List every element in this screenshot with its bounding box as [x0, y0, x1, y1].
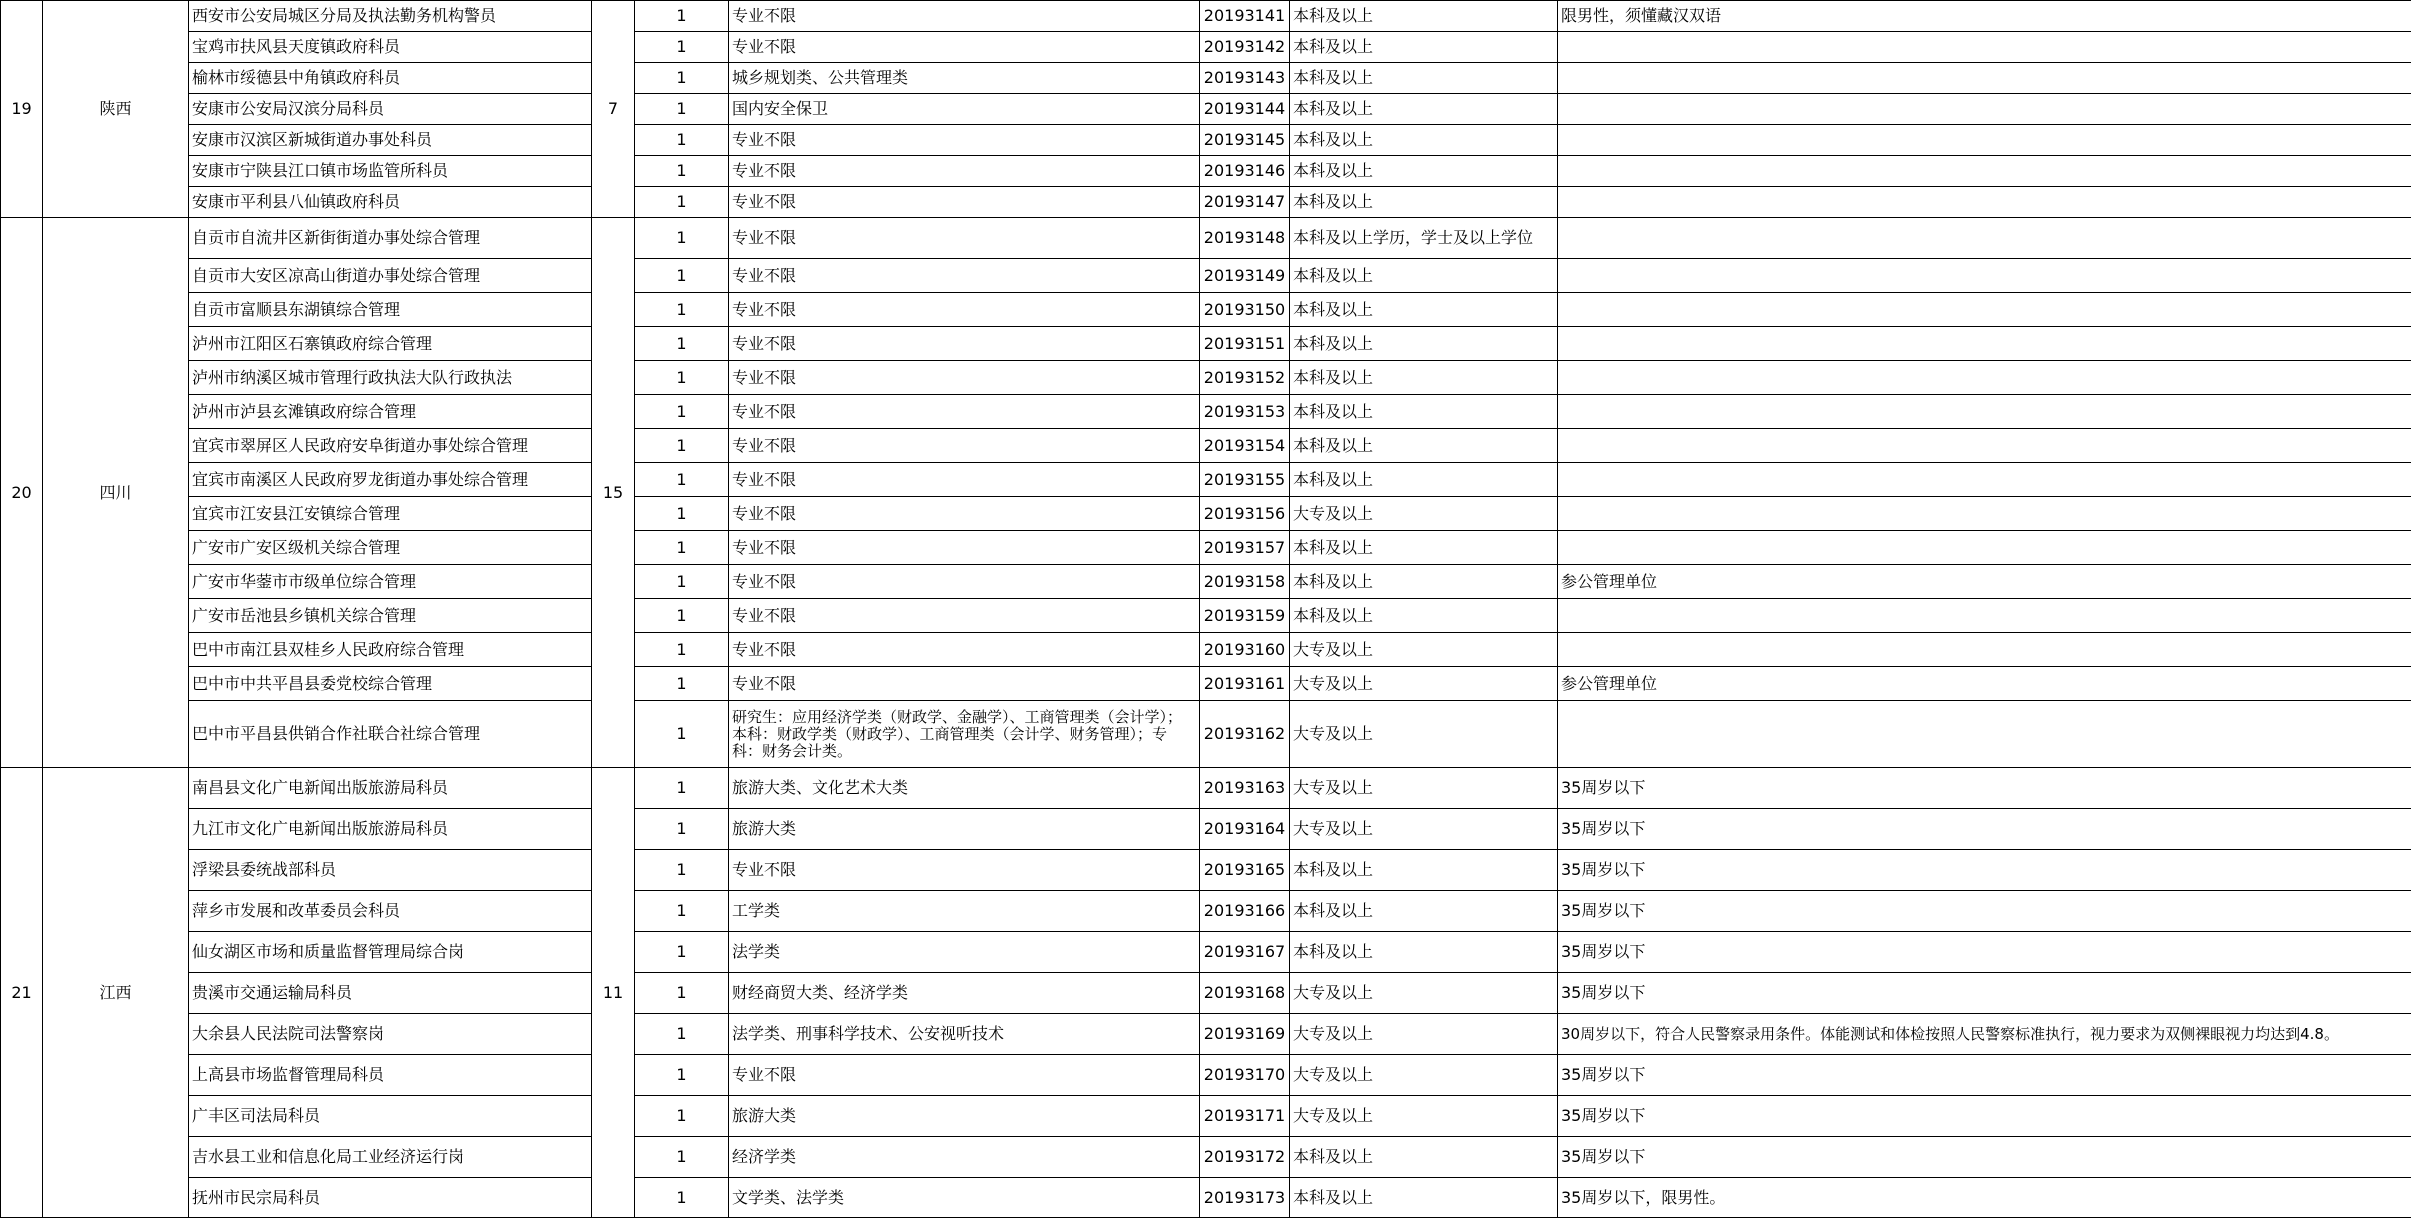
code-cell: 20193168: [1200, 973, 1290, 1014]
code-cell: 20193148: [1200, 218, 1290, 259]
education-cell: 本科及以上: [1290, 932, 1558, 973]
major-cell: 专业不限: [729, 850, 1200, 891]
education-cell: 本科及以上: [1290, 599, 1558, 633]
count-cell: 1: [635, 463, 729, 497]
count-cell: 1: [635, 633, 729, 667]
major-cell: 专业不限: [729, 395, 1200, 429]
province-cell: 江西: [43, 768, 189, 1218]
education-cell: 大专及以上: [1290, 809, 1558, 850]
education-cell: 本科及以上: [1290, 187, 1558, 218]
code-cell: 20193143: [1200, 63, 1290, 94]
note-cell: [1558, 218, 2411, 259]
education-cell: 本科及以上: [1290, 531, 1558, 565]
count-cell: 1: [635, 973, 729, 1014]
position-cell: 萍乡市发展和改革委员会科员: [189, 891, 592, 932]
note-cell: 35周岁以下，限男性。: [1558, 1178, 2411, 1218]
table-row: [1, 973, 2411, 1014]
table-row: [1, 599, 2411, 633]
position-cell: 南昌县文化广电新闻出版旅游局科员: [189, 768, 592, 809]
position-cell: 广安市岳池县乡镇机关综合管理: [189, 599, 592, 633]
major-cell: 旅游大类: [729, 809, 1200, 850]
major-cell: 旅游大类、文化艺术大类: [729, 768, 1200, 809]
count-cell: 1: [635, 809, 729, 850]
major-cell: 经济学类: [729, 1137, 1200, 1178]
note-cell: [1558, 633, 2411, 667]
major-cell: 专业不限: [729, 187, 1200, 218]
note-cell: 35周岁以下: [1558, 973, 2411, 1014]
major-cell: 专业不限: [729, 125, 1200, 156]
position-cell: 宜宾市江安县江安镇综合管理: [189, 497, 592, 531]
code-cell: 20193149: [1200, 259, 1290, 293]
group-index-cell: 20: [1, 218, 43, 768]
count-cell: 1: [635, 1, 729, 32]
education-cell: 大专及以上: [1290, 633, 1558, 667]
note-cell: 35周岁以下: [1558, 768, 2411, 809]
position-cell: 九江市文化广电新闻出版旅游局科员: [189, 809, 592, 850]
count-cell: 1: [635, 667, 729, 701]
code-cell: 20193172: [1200, 1137, 1290, 1178]
table-row: [1, 463, 2411, 497]
major-cell: 专业不限: [729, 156, 1200, 187]
note-cell: 参公管理单位: [1558, 565, 2411, 599]
major-cell: 研究生：应用经济学类（财政学、金融学）、工商管理类（会计学）；本科：财政学类（财政学）、工商管理类（会计学、财务管理）；专科：财务会计类。: [729, 701, 1200, 768]
note-cell: 35周岁以下: [1558, 809, 2411, 850]
note-cell: [1558, 701, 2411, 768]
code-cell: 20193161: [1200, 667, 1290, 701]
count-cell: 1: [635, 599, 729, 633]
major-cell: 城乡规划类、公共管理类: [729, 63, 1200, 94]
note-cell: [1558, 361, 2411, 395]
position-cell: 泸州市纳溪区城市管理行政执法大队行政执法: [189, 361, 592, 395]
education-cell: 本科及以上: [1290, 1178, 1558, 1218]
group-total-cell: 11: [592, 768, 635, 1218]
group-total-cell: 7: [592, 1, 635, 218]
education-cell: 本科及以上: [1290, 259, 1558, 293]
note-cell: [1558, 531, 2411, 565]
education-cell: 大专及以上: [1290, 973, 1558, 1014]
table-body: [1, 1, 2411, 1218]
major-cell: 专业不限: [729, 463, 1200, 497]
major-cell: 专业不限: [729, 1, 1200, 32]
table-row: [1, 633, 2411, 667]
major-cell: 专业不限: [729, 293, 1200, 327]
count-cell: 1: [635, 293, 729, 327]
education-cell: 大专及以上: [1290, 1096, 1558, 1137]
table-row: [1, 768, 2411, 809]
major-cell: 旅游大类: [729, 1096, 1200, 1137]
table-row: [1, 1, 2411, 32]
position-cell: 自贡市自流井区新街街道办事处综合管理: [189, 218, 592, 259]
group-total-cell: 15: [592, 218, 635, 768]
education-cell: 大专及以上: [1290, 497, 1558, 531]
education-cell: 本科及以上: [1290, 565, 1558, 599]
education-cell: 本科及以上: [1290, 361, 1558, 395]
position-cell: 广安市华蓥市市级单位综合管理: [189, 565, 592, 599]
code-cell: 20193173: [1200, 1178, 1290, 1218]
note-cell: [1558, 94, 2411, 125]
note-cell: 30周岁以下，符合人民警察录用条件。体能测试和体检按照人民警察标准执行，视力要求为双侧裸眼视力均达到4.8。: [1558, 1014, 2411, 1055]
code-cell: 20193150: [1200, 293, 1290, 327]
code-cell: 20193145: [1200, 125, 1290, 156]
code-cell: 20193167: [1200, 932, 1290, 973]
table-row: [1, 809, 2411, 850]
major-cell: 文学类、法学类: [729, 1178, 1200, 1218]
note-cell: [1558, 187, 2411, 218]
position-cell: 安康市宁陕县江口镇市场监管所科员: [189, 156, 592, 187]
major-cell: 专业不限: [729, 667, 1200, 701]
code-cell: 20193170: [1200, 1055, 1290, 1096]
position-cell: 宜宾市翠屏区人民政府安阜街道办事处综合管理: [189, 429, 592, 463]
code-cell: 20193160: [1200, 633, 1290, 667]
table-row: [1, 125, 2411, 156]
province-cell: 陕西: [43, 1, 189, 218]
education-cell: 本科及以上: [1290, 891, 1558, 932]
position-cell: 巴中市中共平昌县委党校综合管理: [189, 667, 592, 701]
table-row: [1, 531, 2411, 565]
count-cell: 1: [635, 125, 729, 156]
count-cell: 1: [635, 1096, 729, 1137]
code-cell: 20193141: [1200, 1, 1290, 32]
education-cell: 本科及以上: [1290, 125, 1558, 156]
note-cell: 参公管理单位: [1558, 667, 2411, 701]
table-row: [1, 429, 2411, 463]
table-row: [1, 1178, 2411, 1218]
note-cell: [1558, 125, 2411, 156]
education-cell: 本科及以上学历，学士及以上学位: [1290, 218, 1558, 259]
position-cell: 泸州市江阳区石寨镇政府综合管理: [189, 327, 592, 361]
code-cell: 20193155: [1200, 463, 1290, 497]
table-row: [1, 891, 2411, 932]
position-cell: 榆林市绥德县中角镇政府科员: [189, 63, 592, 94]
code-cell: 20193163: [1200, 768, 1290, 809]
table-row: [1, 187, 2411, 218]
count-cell: 1: [635, 395, 729, 429]
note-cell: 35周岁以下: [1558, 850, 2411, 891]
count-cell: 1: [635, 850, 729, 891]
education-cell: 大专及以上: [1290, 667, 1558, 701]
note-cell: 35周岁以下: [1558, 1096, 2411, 1137]
major-cell: 财经商贸大类、经济学类: [729, 973, 1200, 1014]
count-cell: 1: [635, 32, 729, 63]
code-cell: 20193156: [1200, 497, 1290, 531]
count-cell: 1: [635, 1014, 729, 1055]
education-cell: 大专及以上: [1290, 1014, 1558, 1055]
group-index-cell: 21: [1, 768, 43, 1218]
position-cell: 巴中市南江县双桂乡人民政府综合管理: [189, 633, 592, 667]
code-cell: 20193146: [1200, 156, 1290, 187]
table-row: [1, 1055, 2411, 1096]
code-cell: 20193159: [1200, 599, 1290, 633]
province-cell: 四川: [43, 218, 189, 768]
education-cell: 大专及以上: [1290, 701, 1558, 768]
count-cell: 1: [635, 63, 729, 94]
note-cell: 35周岁以下: [1558, 1137, 2411, 1178]
education-cell: 大专及以上: [1290, 1055, 1558, 1096]
code-cell: 20193162: [1200, 701, 1290, 768]
position-cell: 广安市广安区级机关综合管理: [189, 531, 592, 565]
position-cell: 抚州市民宗局科员: [189, 1178, 592, 1218]
note-cell: [1558, 599, 2411, 633]
education-cell: 本科及以上: [1290, 429, 1558, 463]
major-cell: 法学类: [729, 932, 1200, 973]
table-row: [1, 497, 2411, 531]
count-cell: 1: [635, 1178, 729, 1218]
table-row: [1, 932, 2411, 973]
major-cell: 专业不限: [729, 327, 1200, 361]
table-row: [1, 32, 2411, 63]
major-cell: 专业不限: [729, 497, 1200, 531]
note-cell: [1558, 63, 2411, 94]
major-cell: 国内安全保卫: [729, 94, 1200, 125]
education-cell: 本科及以上: [1290, 1, 1558, 32]
major-cell: 专业不限: [729, 599, 1200, 633]
education-cell: 本科及以上: [1290, 1137, 1558, 1178]
position-cell: 贵溪市交通运输局科员: [189, 973, 592, 1014]
education-cell: 本科及以上: [1290, 32, 1558, 63]
note-cell: [1558, 156, 2411, 187]
table-row: [1, 701, 2411, 768]
major-cell: 工学类: [729, 891, 1200, 932]
major-cell: 专业不限: [729, 429, 1200, 463]
note-cell: 35周岁以下: [1558, 891, 2411, 932]
code-cell: 20193169: [1200, 1014, 1290, 1055]
education-cell: 本科及以上: [1290, 63, 1558, 94]
count-cell: 1: [635, 531, 729, 565]
table-row: [1, 156, 2411, 187]
table-row: [1, 327, 2411, 361]
count-cell: 1: [635, 768, 729, 809]
table-row: [1, 63, 2411, 94]
education-cell: 本科及以上: [1290, 293, 1558, 327]
position-cell: 巴中市平昌县供销合作社联合社综合管理: [189, 701, 592, 768]
note-cell: [1558, 463, 2411, 497]
count-cell: 1: [635, 218, 729, 259]
table-row: [1, 94, 2411, 125]
table-row: [1, 259, 2411, 293]
education-cell: 大专及以上: [1290, 768, 1558, 809]
note-cell: 35周岁以下: [1558, 1055, 2411, 1096]
note-cell: 限男性，须懂藏汉双语: [1558, 1, 2411, 32]
code-cell: 20193166: [1200, 891, 1290, 932]
position-cell: 安康市公安局汉滨分局科员: [189, 94, 592, 125]
count-cell: 1: [635, 259, 729, 293]
table-row: [1, 293, 2411, 327]
count-cell: 1: [635, 361, 729, 395]
table-row: [1, 1014, 2411, 1055]
note-cell: [1558, 259, 2411, 293]
position-cell: 大余县人民法院司法警察岗: [189, 1014, 592, 1055]
table-row: [1, 1096, 2411, 1137]
major-cell: 专业不限: [729, 259, 1200, 293]
major-cell: 专业不限: [729, 1055, 1200, 1096]
count-cell: 1: [635, 891, 729, 932]
count-cell: 1: [635, 701, 729, 768]
code-cell: 20193144: [1200, 94, 1290, 125]
count-cell: 1: [635, 156, 729, 187]
note-cell: [1558, 395, 2411, 429]
major-cell: 专业不限: [729, 32, 1200, 63]
major-cell: 专业不限: [729, 218, 1200, 259]
note-cell: [1558, 327, 2411, 361]
education-cell: 本科及以上: [1290, 156, 1558, 187]
education-cell: 本科及以上: [1290, 94, 1558, 125]
table-row: [1, 361, 2411, 395]
code-cell: 20193157: [1200, 531, 1290, 565]
table-row: [1, 395, 2411, 429]
table-row: [1, 1137, 2411, 1178]
note-cell: [1558, 32, 2411, 63]
count-cell: 1: [635, 327, 729, 361]
position-cell: 西安市公安局城区分局及执法勤务机构警员: [189, 1, 592, 32]
note-cell: 35周岁以下: [1558, 932, 2411, 973]
position-cell: 宝鸡市扶风县天度镇政府科员: [189, 32, 592, 63]
code-cell: 20193164: [1200, 809, 1290, 850]
position-cell: 宜宾市南溪区人民政府罗龙街道办事处综合管理: [189, 463, 592, 497]
code-cell: 20193171: [1200, 1096, 1290, 1137]
count-cell: 1: [635, 932, 729, 973]
note-cell: [1558, 429, 2411, 463]
education-cell: 本科及以上: [1290, 327, 1558, 361]
position-cell: 广丰区司法局科员: [189, 1096, 592, 1137]
position-cell: 自贡市大安区凉高山街道办事处综合管理: [189, 259, 592, 293]
position-cell: 浮梁县委统战部科员: [189, 850, 592, 891]
table-row: [1, 565, 2411, 599]
code-cell: 20193153: [1200, 395, 1290, 429]
major-cell: 法学类、刑事科学技术、公安视听技术: [729, 1014, 1200, 1055]
code-cell: 20193158: [1200, 565, 1290, 599]
code-cell: 20193165: [1200, 850, 1290, 891]
major-cell: 专业不限: [729, 531, 1200, 565]
count-cell: 1: [635, 187, 729, 218]
group-index-cell: 19: [1, 1, 43, 218]
count-cell: 1: [635, 1137, 729, 1178]
education-cell: 本科及以上: [1290, 463, 1558, 497]
code-cell: 20193142: [1200, 32, 1290, 63]
count-cell: 1: [635, 565, 729, 599]
position-cell: 安康市平利县八仙镇政府科员: [189, 187, 592, 218]
code-cell: 20193151: [1200, 327, 1290, 361]
position-cell: 泸州市泸县玄滩镇政府综合管理: [189, 395, 592, 429]
table-row: [1, 850, 2411, 891]
count-cell: 1: [635, 429, 729, 463]
position-cell: 上高县市场监督管理局科员: [189, 1055, 592, 1096]
education-cell: 本科及以上: [1290, 395, 1558, 429]
major-cell: 专业不限: [729, 565, 1200, 599]
position-cell: 仙女湖区市场和质量监督管理局综合岗: [189, 932, 592, 973]
table-row: [1, 218, 2411, 259]
count-cell: 1: [635, 1055, 729, 1096]
major-cell: 专业不限: [729, 633, 1200, 667]
position-cell: 自贡市富顺县东湖镇综合管理: [189, 293, 592, 327]
count-cell: 1: [635, 497, 729, 531]
code-cell: 20193152: [1200, 361, 1290, 395]
note-cell: [1558, 497, 2411, 531]
major-cell: 专业不限: [729, 361, 1200, 395]
table-row: [1, 667, 2411, 701]
position-cell: 吉水县工业和信息化局工业经济运行岗: [189, 1137, 592, 1178]
code-cell: 20193147: [1200, 187, 1290, 218]
count-cell: 1: [635, 94, 729, 125]
code-cell: 20193154: [1200, 429, 1290, 463]
note-cell: [1558, 293, 2411, 327]
education-cell: 本科及以上: [1290, 850, 1558, 891]
position-cell: 安康市汉滨区新城街道办事处科员: [189, 125, 592, 156]
